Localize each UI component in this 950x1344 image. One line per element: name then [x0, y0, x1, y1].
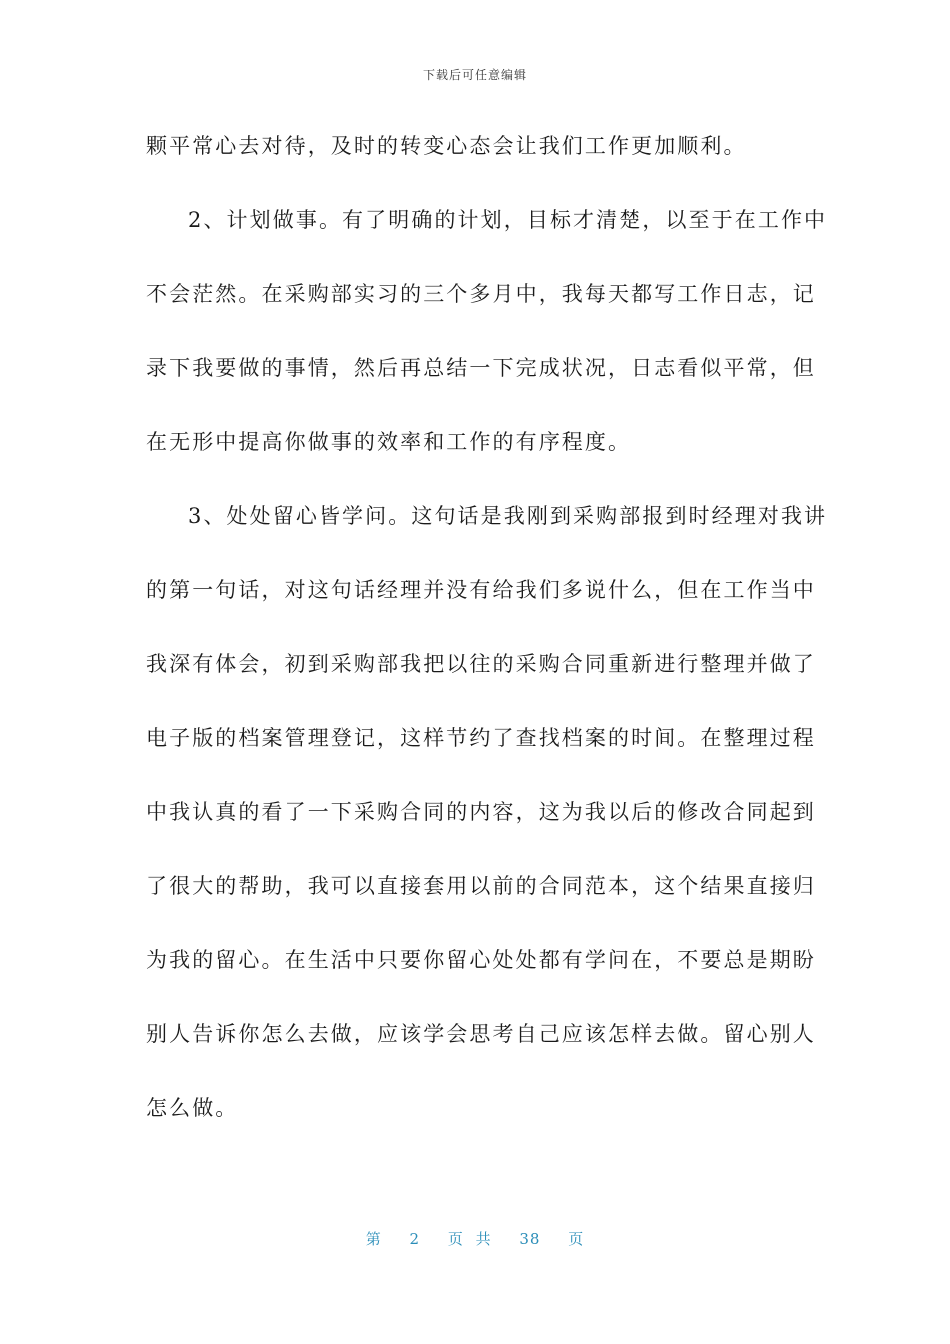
paragraph-line: 为我的留心。在生活中只要你留心处处都有学问在，不要总是期盼: [146, 948, 816, 972]
footer-page-number: 2: [409, 1230, 421, 1248]
paragraph-line: 3、处处留心皆学问。这句话是我刚到采购部报到时经理对我讲: [188, 504, 828, 528]
footer-suffix: 页: [568, 1230, 585, 1248]
paragraph-line: 2、计划做事。有了明确的计划，目标才清楚，以至于在工作中: [188, 208, 828, 232]
paragraph-line: 怎么做。: [146, 1096, 239, 1120]
footer-prefix: 第: [365, 1230, 382, 1248]
page-footer: [0, 1228, 950, 1249]
paragraph-line: 别人告诉你怎么去做，应该学会思考自己应该怎样去做。留心别人: [146, 1022, 816, 1046]
paragraph-line: 颗平常心去对待，及时的转变心态会让我们工作更加顺利。: [146, 134, 747, 158]
paragraph-line: 不会茫然。在采购部实习的三个多月中，我每天都写工作日志，记: [146, 282, 816, 306]
paragraph-line: 录下我要做的事情，然后再总结一下完成状况，日志看似平常，但: [146, 356, 816, 380]
document-body: [146, 124, 828, 1160]
paragraph-line: 电子版的档案管理登记，这样节约了查找档案的时间。在整理过程: [146, 726, 816, 750]
paragraph-line: 的第一句话，对这句话经理并没有给我们多说什么，但在工作当中: [146, 578, 816, 602]
paragraph-line: 中我认真的看了一下采购合同的内容，这为我以后的修改合同起到: [146, 800, 816, 824]
paragraph-line: 我深有体会，初到采购部我把以往的采购合同重新进行整理并做了: [146, 652, 816, 676]
footer-middle: 页 共: [447, 1230, 492, 1248]
page-header: 下载后可任意编辑: [422, 68, 527, 82]
paragraph-line: 了很大的帮助，我可以直接套用以前的合同范本，这个结果直接归: [146, 874, 816, 898]
footer-total-pages: 38: [519, 1230, 541, 1248]
paragraph-line: 在无形中提高你做事的效率和工作的有序程度。: [146, 430, 632, 454]
